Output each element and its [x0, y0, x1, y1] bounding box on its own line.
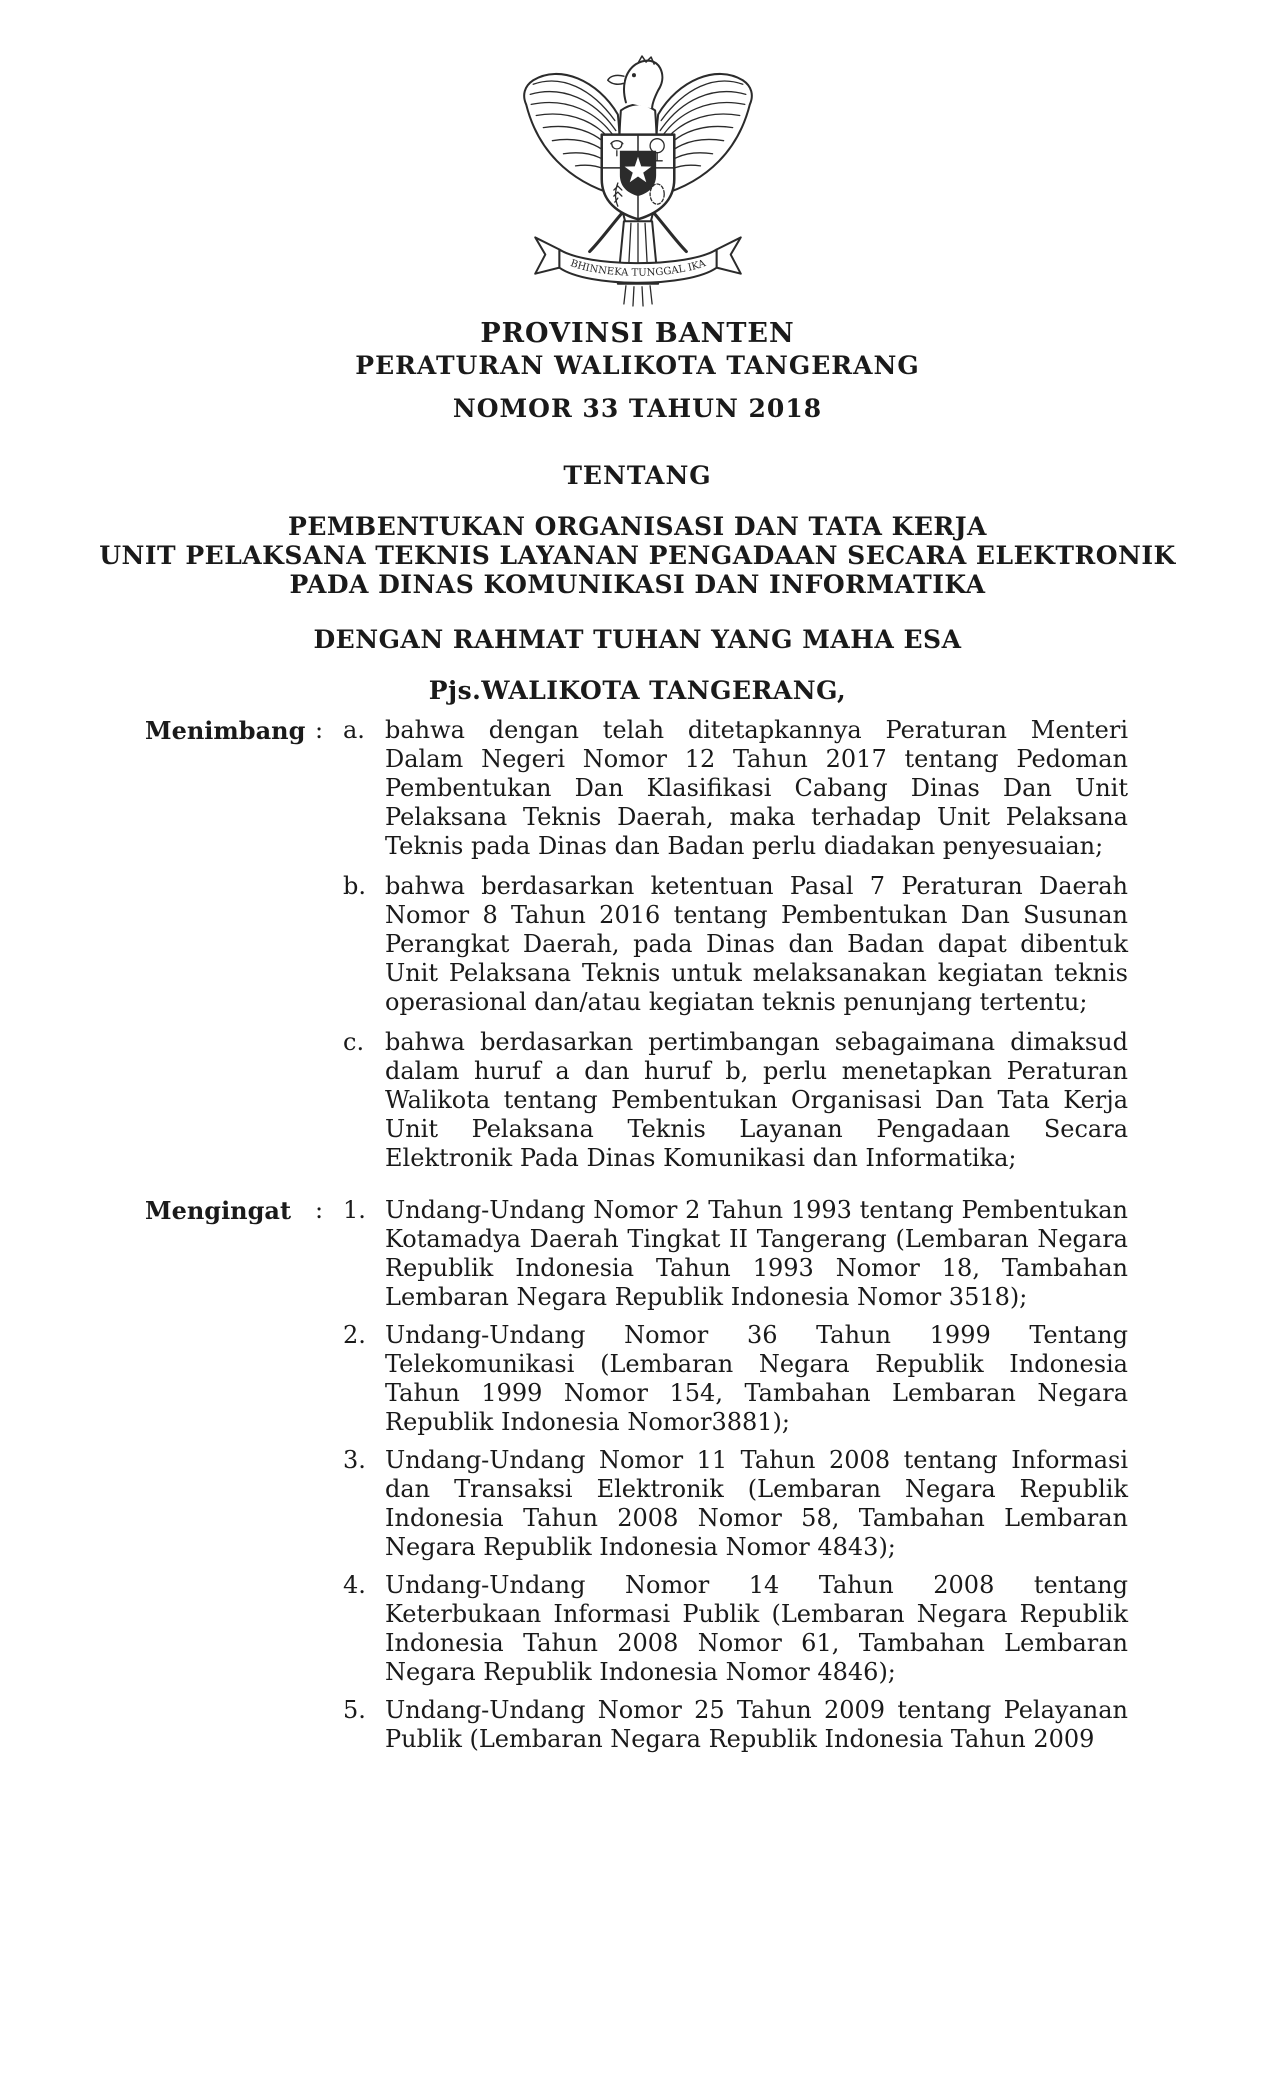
list-item [343, 1446, 1128, 1562]
item-text: bahwa berdasarkan pertimbangan sebagaimana dimaksud dalam huruf a dan huruf b, perlu menetapkan Peraturan Walikota tentang Pembentukan Organisasi Dan Tata Kerja Unit Pelaksana Teknis Layanan Pengadaan Secara Elektronik Pada Dinas Komunikasi dan Informatika; [385, 1028, 1128, 1172]
emblem-container [0, 50, 1275, 314]
item-marker: c. [343, 1028, 365, 1056]
remembering-label: Mengingat [145, 1196, 292, 1225]
document-header [0, 318, 1275, 706]
authority-line: Pjs.WALIKOTA TANGERANG, [428, 676, 847, 705]
list-item [343, 1196, 1128, 1312]
regulation-title: PERATURAN WALIKOTA TANGERANG [355, 351, 920, 380]
list-item [343, 1321, 1128, 1437]
item-text: Undang-Undang Nomor 36 Tahun 1999 Tentang Telekomunikasi (Lembaran Negara Republik Indonesia Tahun 1999 Nomor 154, Tambahan Lembaran Negara Republik Indonesia Nomor3881); [385, 1321, 1128, 1436]
emblem-motto-text: BHINNEKA TUNGGAL IKA [568, 258, 707, 279]
subject-line-1: PEMBENTUKAN ORGANISASI DAN TATA KERJA [288, 512, 987, 541]
item-marker: 1. [343, 1196, 366, 1224]
item-text: bahwa berdasarkan ketentuan Pasal 7 Peraturan Daerah Nomor 8 Tahun 2016 tentang Pembentukan Dan Susunan Perangkat Daerah, pada Dinas dan Badan dapat dibentuk Unit Pelaksana Teknis untuk melaksanakan kegiatan teknis operasional dan/atau kegiatan teknis penunjang tertentu; [385, 872, 1128, 1016]
list-item [343, 1696, 1128, 1754]
considering-colon: : [315, 716, 324, 744]
item-marker: 2. [343, 1321, 366, 1349]
subject-line-3: PADA DINAS KOMUNIKASI DAN INFORMATIKA [289, 570, 986, 599]
remembering-colon: : [315, 1196, 324, 1224]
province-title: PROVINSI BANTEN [480, 318, 795, 349]
item-text: bahwa dengan telah ditetapkannya Peraturan Menteri Dalam Negeri Nomor 12 Tahun 2017 tentang Pedoman Pembentukan Dan Klasifikasi Cabang Dinas Dan Unit Pelaksana Teknis Daerah, maka terhadap Unit Pelaksana Teknis pada Dinas dan Badan perlu diadakan penyesuaian; [385, 716, 1128, 860]
item-marker: b. [343, 872, 366, 900]
grace-line: DENGAN RAHMAT TUHAN YANG MAHA ESA [313, 625, 962, 654]
considering-section [145, 716, 1128, 1173]
item-text: Undang-Undang Nomor 14 Tahun 2008 tentang Keterbukaan Informasi Publik (Lembaran Negara Republik Indonesia Tahun 2008 Nomor 61, Tambahan Lembaran Negara Republik Indonesia Nomor 4846); [385, 1571, 1128, 1686]
regulation-subject [0, 512, 1275, 599]
item-text: Undang-Undang Nomor 11 Tahun 2008 tentang Informasi dan Transaksi Elektronik (Lembaran Negara Republik Indonesia Tahun 2008 Nomor 58, Tambahan Lembaran Negara Republik Indonesia Nomor 4843); [385, 1446, 1128, 1561]
item-marker: a. [343, 716, 365, 744]
item-text: Undang-Undang Nomor 25 Tahun 2009 tentang Pelayanan Publik (Lembaran Negara Republik Indonesia Tahun 2009 [385, 1696, 1128, 1753]
about-label: TENTANG [563, 461, 712, 490]
item-text: Undang-Undang Nomor 2 Tahun 1993 tentang Pembentukan Kotamadya Daerah Tingkat II Tangerang (Lembaran Negara Republik Indonesia Tahun 1993 Nomor 18, Tambahan Lembaran Negara Republik Indonesia Nomor 3518); [385, 1196, 1128, 1311]
document-body [145, 716, 1128, 1763]
regulation-number: NOMOR 33 TAHUN 2018 [452, 394, 823, 423]
item-marker: 3. [343, 1446, 366, 1474]
considering-items [343, 716, 1128, 1173]
remembering-section [145, 1196, 1128, 1763]
garuda-pancasila-icon [517, 50, 759, 314]
list-item [343, 1028, 1128, 1173]
item-marker: 4. [343, 1571, 366, 1599]
remembering-items [343, 1196, 1128, 1763]
list-item [343, 872, 1128, 1017]
item-marker: 5. [343, 1696, 366, 1724]
subject-line-2: UNIT PELAKSANA TEKNIS LAYANAN PENGADAAN SECARA ELEKTRONIK [99, 541, 1176, 570]
list-item [343, 1571, 1128, 1687]
list-item [343, 716, 1128, 861]
considering-label: Menimbang [145, 716, 306, 745]
